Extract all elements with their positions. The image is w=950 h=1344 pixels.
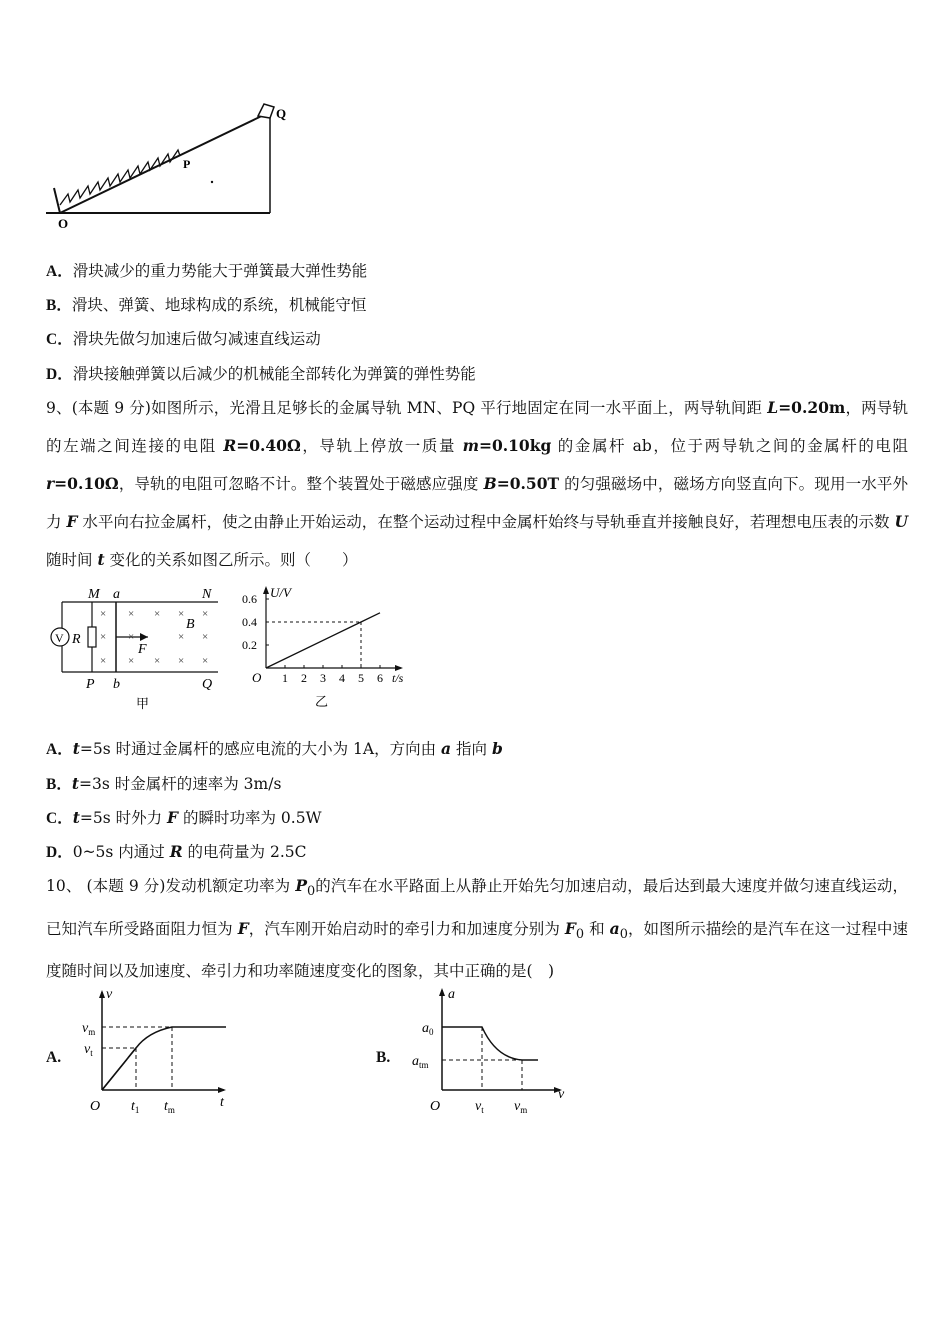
svg-text:×: × (100, 608, 107, 620)
incline-spring-figure (40, 98, 300, 238)
q9-option-b: B．t=3s 时金属杆的速率为 3m/s (46, 774, 282, 793)
svg-text:×: × (100, 655, 107, 667)
series-line-u (266, 613, 380, 668)
a-v-graph (408, 982, 578, 1122)
svg-text:t: t (220, 1095, 224, 1110)
a-v-curve (442, 1027, 538, 1060)
svg-text:a: a (448, 987, 455, 1002)
x-tick-label: 5 (358, 671, 364, 685)
label-o: O (58, 216, 69, 231)
v-t-graph (76, 982, 236, 1122)
svg-text:×: × (178, 608, 185, 620)
q10-option-a-label: A. (46, 1049, 62, 1066)
y-tick-label: 0.2 (242, 638, 257, 652)
x-tick-label: 6 (377, 671, 383, 685)
label-p: P (183, 157, 191, 171)
svg-text:×: × (202, 655, 209, 667)
svg-text:O: O (90, 1099, 101, 1114)
origin-label: O (252, 670, 262, 685)
svg-text:甲: 甲 (136, 696, 150, 711)
q9-option-d: D．0~5s 内通过 R 的电荷量为 2.5C (46, 842, 307, 861)
svg-text:×: × (178, 655, 185, 667)
q8-option-b: B．滑块、弹簧、地球构成的系统，机械能守恒 (46, 296, 367, 314)
svg-text:×: × (154, 608, 161, 620)
q8-option-d: D．滑块接触弹簧以后减少的机械能全部转化为弹簧的弹性势能 (46, 365, 476, 383)
q9-stem: 9、(本题 9 分)如图所示，光滑且足够长的金属导轨 MN、PQ 平行地固定在同一水平面上，两导轨间距 L=0.20m，两导轨的左端之间连接的电阻 R=0.40Ω，导轨上停放一质量 m=0.10kg 的金属杆 ab，位于两导轨之间的金属杆的电阻 r=0.10Ω，导轨的电阻可忽略不计。整个装置处于磁感应强度 B=0.50T 的匀强磁场中，磁场方向竖直向下。现用一水平外力 F 水平向右拉金属杆，使之由静止开始运动，在整个运动过程中金属杆始终与导轨垂直并接触良好，若理想电压表的示数 U 随时间 t 变化的关系如图乙所示。则（ ） (46, 398, 908, 569)
q8-option-a: A．滑块减少的重力势能大于弹簧最大弹性势能 (46, 262, 368, 280)
svg-text:×: × (100, 631, 107, 643)
x-tick-label: 1 (282, 671, 288, 685)
svg-text:vt: $v_t$ (475, 1099, 484, 1115)
x-axis-label: t/s (392, 671, 404, 685)
svg-text:v: v (558, 1087, 565, 1102)
x-tick-label: 4 (339, 671, 345, 685)
svg-text:×: × (128, 631, 135, 643)
svg-text:atm: $a_{tm}$ (412, 1054, 429, 1070)
q10-option-b-label: B. (376, 1049, 391, 1066)
svg-text:×: × (128, 608, 135, 620)
svg-text:×: × (202, 608, 209, 620)
svg-text:v: v (106, 987, 113, 1002)
svg-text:×: × (154, 655, 161, 667)
svg-text:N: N (202, 587, 212, 602)
svg-text:V: V (55, 631, 64, 645)
rail-circuit-figure (44, 584, 224, 714)
svg-text:F: F (138, 642, 147, 657)
svg-text:M: M (88, 587, 100, 602)
svg-text:R: R (72, 632, 81, 647)
spring (60, 150, 180, 205)
svg-text:t1: $t_1$ (131, 1099, 140, 1115)
svg-text:vm: $v_m$ (514, 1099, 528, 1115)
svg-text:O: O (430, 1099, 441, 1114)
svg-text:P: P (86, 677, 95, 692)
svg-text:B: B (186, 617, 195, 632)
y-axis-label: U/V (270, 585, 291, 600)
slider-block (258, 104, 274, 118)
svg-text:×: × (178, 631, 185, 643)
y-tick-label: 0.6 (242, 592, 257, 606)
q10-stem: 10、 (本题 9 分)发动机额定功率为 $P_0$的汽车在水平路面上从静止开始先匀加速启动，最后达到最大速度并做匀速直线运动，已知汽车所受路面阻力恒为 F，汽车刚开始启动时的牵引力和加速度分别为 $F_0$ 和 $a_0$，如图所示描绘的是汽车在这一过程中速度随时间以及加速度、牵引力和功率随速度变化的图象，其中正确的是( ) (46, 876, 908, 981)
svg-text:×: × (128, 655, 135, 667)
x-tick-label: 2 (301, 671, 307, 685)
chart-caption: 乙 (315, 694, 329, 709)
svg-text:vm: $v_m$ (82, 1021, 96, 1037)
svg-text:×: × (202, 631, 209, 643)
v-t-curve-line (102, 1027, 226, 1090)
svg-text:tm: $t_m$ (164, 1099, 175, 1115)
q9-option-c: C．t=5s 时外力 F 的瞬时功率为 0.5W (46, 808, 322, 827)
svg-text:a: a (113, 587, 120, 602)
svg-text:Q: Q (202, 677, 213, 692)
svg-text:vt: $v_t$ (84, 1042, 93, 1058)
label-q: Q (276, 106, 287, 121)
q9-option-a: A．t=5s 时通过金属杆的感应电流的大小为 1A，方向由 a 指向 b (46, 739, 503, 758)
q8-option-c: C．滑块先做匀加速后做匀减速直线运动 (46, 330, 321, 348)
y-tick-label: 0.4 (242, 615, 257, 629)
svg-text:b: b (113, 677, 120, 692)
svg-text:a0: $a_0$ (422, 1021, 434, 1037)
resistor (88, 627, 96, 647)
u-t-chart (236, 582, 416, 712)
x-tick-label: 3 (320, 671, 326, 685)
